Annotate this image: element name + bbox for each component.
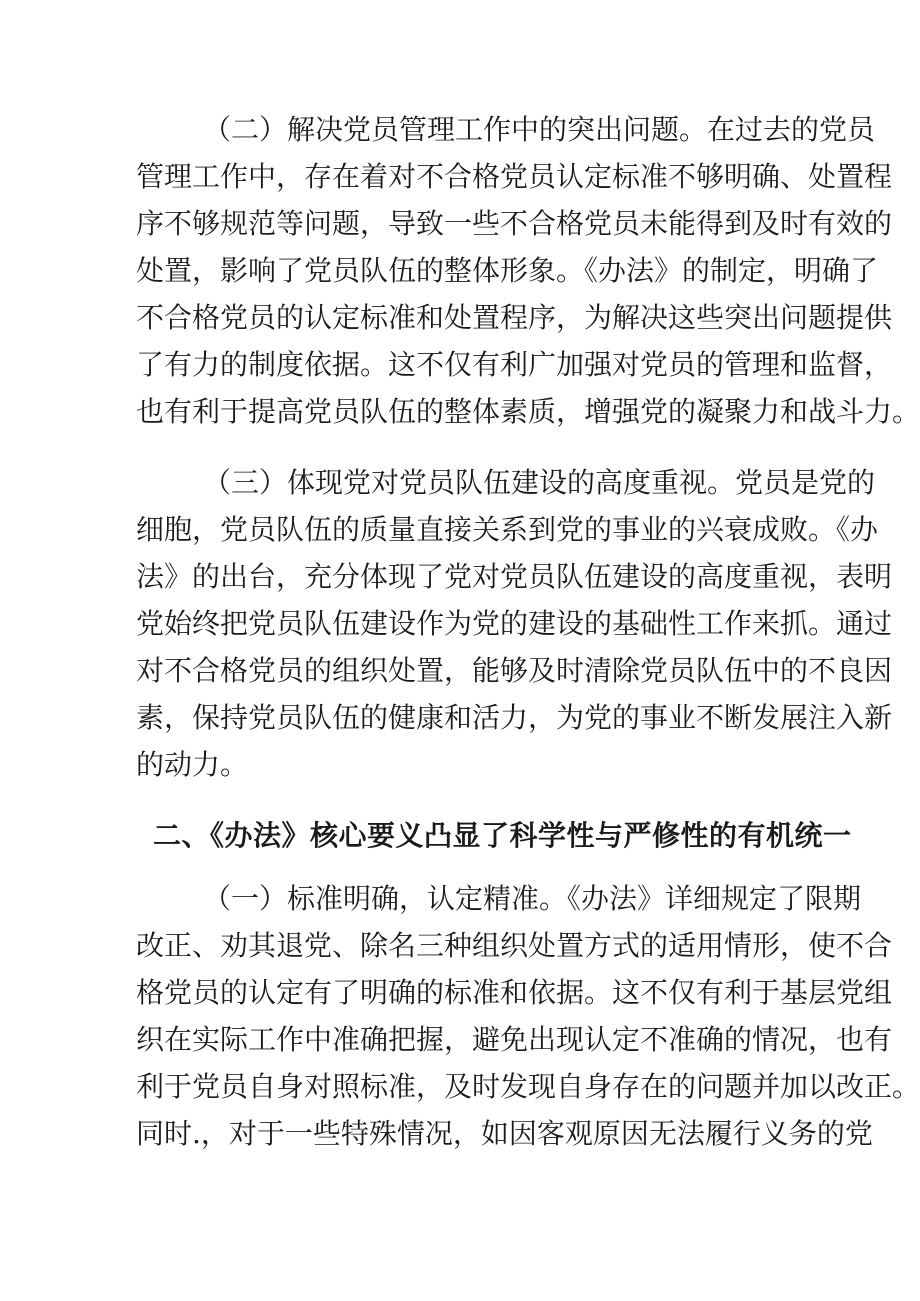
paragraph-line: 改正、劝其退党、除名三种组织处置方式的适用情形，使不合 — [136, 929, 893, 962]
paragraph-line: 细胞，党员队伍的质量直接关系到党的事业的兴衰成败。《办 — [136, 513, 879, 546]
paragraph-line: （一）标准明确，认定精准。《办法》详细规定了限期 — [203, 882, 862, 915]
paragraph-line: 织在实际工作中准确把握，避免出现认定不准确的情况，也有 — [136, 1023, 893, 1056]
section-heading: 二、《办法》核心要义凸显了科学性与严修性的有机统一 — [153, 819, 852, 852]
paragraph-line: 利于党员自身对照标准，及时发现自身存在的问题并加以改正。 — [136, 1070, 920, 1103]
paragraph-line: 素，保持党员队伍的健康和活力，为党的事业不断发展注入新 — [136, 701, 893, 734]
paragraph-line: （二）解决党员管理工作中的突出问题。在过去的党员 — [203, 113, 876, 146]
paragraph-line: 同时.，对于一些特殊情况，如因客观原因无法履行义务的党 — [136, 1117, 873, 1150]
paragraph-line: 党始终把党员队伍建设作为党的建设的基础性工作来抓。通过 — [136, 607, 893, 640]
paragraph-line: 对不合格党员的组织处置，能够及时清除党员队伍中的不良因 — [136, 654, 893, 687]
paragraph-line: 法》的出台，充分体现了党对党员队伍建设的高度重视，表明 — [136, 560, 893, 593]
paragraph-line: 格党员的认定有了明确的标准和依据。这不仅有利于基层党组 — [136, 976, 893, 1009]
paragraph-line: 管理工作中，存在着对不合格党员认定标准不够明确、处置程 — [136, 160, 893, 193]
paragraph-line: 处置，影响了党员队伍的整体形象。《办法》的制定，明确了 — [136, 254, 879, 287]
paragraph-line: 不合格党员的认定标准和处置程序，为解决这些突出问题提供 — [136, 301, 893, 334]
paragraph-line: （三）体现党对党员队伍建设的高度重视。党员是党的 — [203, 466, 876, 499]
paragraph-line: 了有力的制度依据。这不仅有利广加强对党员的管理和监督， — [136, 348, 893, 381]
paragraph-line: 序不够规范等问题，导致一些不合格党员未能得到及时有效的 — [136, 207, 893, 240]
paragraph-line: 的动力。 — [136, 748, 249, 781]
paragraph-line: 也有利于提高党员队伍的整体素质，增强党的凝聚力和战斗力。 — [136, 395, 920, 428]
